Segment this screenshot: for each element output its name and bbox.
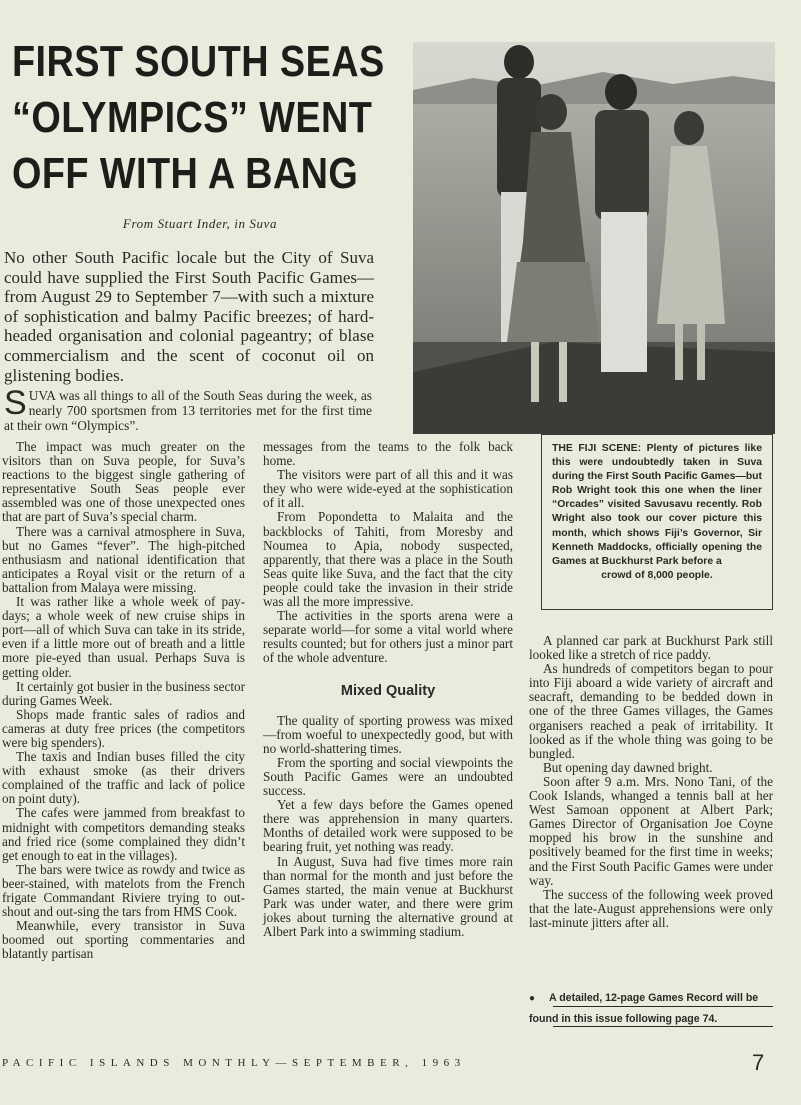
paragraph: As hundreds of competitors began to pour into Fiji aboard a wide variety of aircraft and seacraft, demanding to be bedded down in one of the three Games villages, the Games organisers reached a peak of irritability. It looked as if the whole thing was going to be bungled. [529, 661, 773, 761]
paragraph: A planned car park at Buckhurst Park still looked like a stretch of rice paddy. [529, 633, 773, 663]
headline [12, 34, 385, 202]
paragraph: messages from the teams to the folk back home. [263, 439, 513, 469]
article-column-3 [529, 634, 773, 930]
bullet-icon: ● [529, 993, 536, 1004]
paragraph: The bars were twice as rowdy and twice as beer-stained, with matelots from the French frigate Commandant Riviere trying to out-shout and out-sing the tars from HMS Cook. [2, 861, 245, 920]
paragraph: There was a carnival atmosphere in Suva, but no Games “fever”. The high-pitched enthusiasm and national identification that anticipates a Royal visit or the return of a battalion from Malaya were missing. [2, 523, 245, 595]
paragraph: From Popondetta to Malaita and the backblocks of Tahiti, from Moresby and Noumea to Apia, nobody suspected, apparently, that there was a place in the South Seas quite like Suva, and the fact that the city people could take the invasion in their stride was all the more impressive. [263, 509, 513, 610]
paragraph: Meanwhile, every transistor in Suva boomed out sporting commentaries and blatantly partisan [2, 918, 245, 962]
note-text: A detailed, 12-page Games Record will be found in this issue following page 74. [529, 992, 759, 1025]
photo-image [413, 42, 775, 434]
byline: From Stuart Inder, in Suva [122, 216, 278, 231]
paragraph: In August, Suva had five times more rain than normal for the month and just before the Games started, the main venue at Buckhurst Park was under water, and there were grim jokes about turning the alternative ground at Albert Park into a swimming stadium. [263, 853, 513, 939]
article-column-2 [263, 440, 513, 939]
paragraph: It was rather like a whole week of pay-days; a whole week of new cruise ships in port—all of which Suva can take in its stride, even if a little more out of breath and a little more pie-eyed than usual. Perhaps Suva is getting older. [2, 594, 245, 680]
headline-line-2: “OLYMPICS” WENT [12, 93, 373, 142]
paragraph: It certainly got busier in the business sector during Games Week. [2, 678, 245, 708]
page-footer: PACIFIC ISLANDS MONTHLY—SEPTEMBER, 1963 [2, 1057, 466, 1069]
page-number: 7 [752, 1050, 765, 1075]
paragraph: Shops made frantic sales of radios and cameras at duty free prices (the competitors were big spenders). [2, 706, 245, 750]
lead-paragraph [4, 384, 372, 434]
paragraph: Soon after 9 a.m. Mrs. Nono Tani, of the Cook Islands, whanged a tennis ball at her West Samoan opponent at Albert Park; Games Director of Organisation Joe Coyne mopped his brow in the sunshine and positively beamed for the first time in weeks; and the First South Pacific Games were under way. [529, 773, 773, 888]
paragraph: The activities in the sports arena were a separate world—for some a vital world where results counted; but for others just a minor part of the whole adventure. [263, 608, 513, 666]
paragraph: From the sporting and social viewpoints the South Pacific Games were an undoubted success. [263, 754, 513, 799]
photo-fiji-scene [413, 42, 775, 434]
article-column-1 [2, 440, 245, 961]
paragraph: The visitors were part of all this and it was they who were wide-eyed at the sophistication of it all. [263, 467, 513, 511]
lead-text: UVA was all things to all of the South Seas during the week, as nearly 700 sportsmen from 13 territories met for the first time at their own “Olympics”. [4, 388, 372, 434]
headline-line-1: FIRST SOUTH SEAS [12, 37, 385, 86]
subheading: Mixed Quality [340, 682, 436, 699]
paragraph: The success of the following week proved that the late-August apprehensions were only last-minute jitters after all. [529, 886, 773, 930]
paragraph: The cafes were jammed from breakfast to midnight with competitors demanding steaks and fried rice (some complained they didn’t get enough to eat in the villages). [2, 805, 245, 863]
caption-text: THE FIJI SCENE: Plenty of pictures like this were undoubtedly taken in Suva during the First South Pacific Games—but Rob Wright took this one when the liner “Orcades” visited Savusavu recently. Rob Wright also took our cover picture this month, which shows Fiji’s Governor, Sir Kenneth Maddocks, officially opening the Games at Buckhurst Park before a [552, 443, 762, 567]
games-record-note [529, 988, 773, 1029]
photo-caption [541, 434, 773, 610]
drop-cap: S [4, 384, 27, 422]
paragraph: Yet a few days before the Games opened there was apprehension in many quarters. Months of detailed work were supposed to be bearing fruit, yet nothing was ready. [263, 797, 513, 855]
paragraph: But opening day dawned bright. [543, 759, 713, 775]
intro-paragraph: No other South Pacific locale but the City of Suva could have supplied the First South Pacific Games—from August 29 to September 7—with such a mixture of sophistication and balmy Pacific breezes; of hard-headed organisation and colonial pageantry; of blase commercialism and the scent of coconut oil on glistening bodies. [4, 248, 374, 385]
paragraph: The impact was much greater on the visitors than on Suva people, for Suva’s reactions to the biggest single gathering of representative South Seas people ever assembled was one of those unexpected ones that are part of Suva’s special charm. [2, 439, 245, 525]
paragraph: The taxis and Indian buses filled the city with exhaust smoke (as their drivers complained of the traffic and lack of police on point duty). [2, 749, 245, 807]
headline-line-3: OFF WITH A BANG [12, 149, 359, 198]
paragraph: The quality of sporting prowess was mixed—from woeful to unexpectedly good, but with no world-shattering times. [263, 712, 513, 756]
caption-last-line: crowd of 8,000 people. [601, 569, 713, 581]
note-divider [553, 1026, 773, 1027]
note-divider [553, 1006, 773, 1007]
